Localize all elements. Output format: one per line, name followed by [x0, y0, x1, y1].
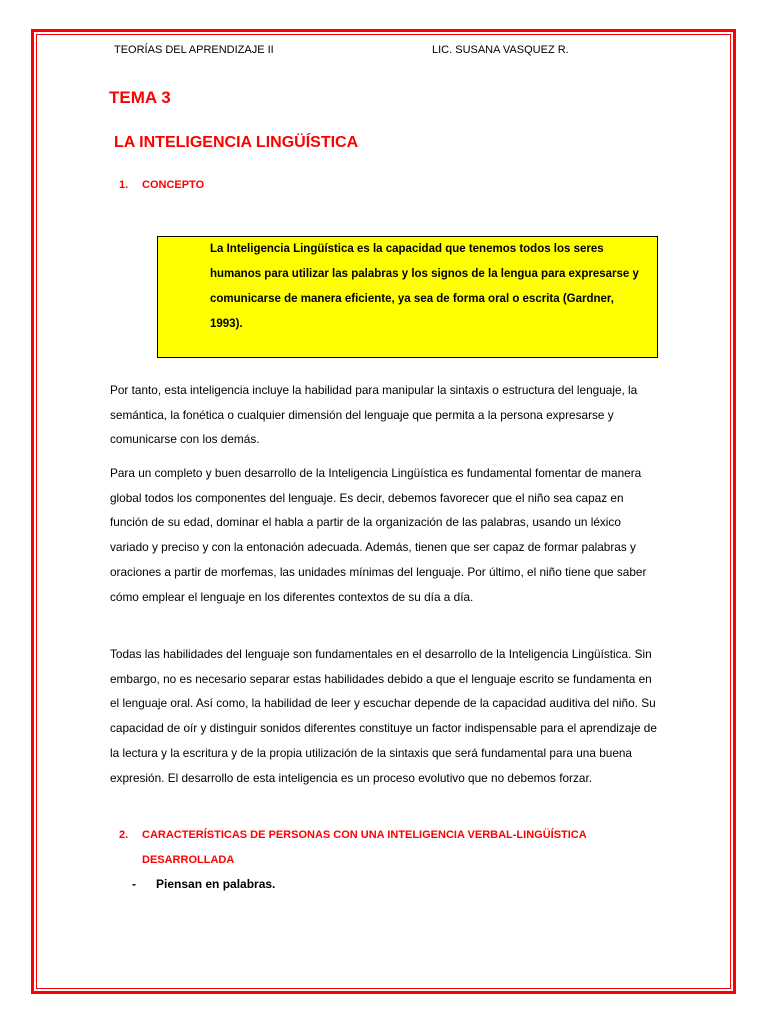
- section-2-number: 2.: [119, 829, 129, 841]
- definition-text: La Inteligencia Lingüística es la capacidad que tenemos todos los seres humanos para utilizar las palabras y los signos de la lengua para expresarse y comunicarse de manera eficiente, ya sea de forma oral o escrita (Gardner, 1993).: [210, 243, 639, 330]
- definition-box: [157, 236, 658, 358]
- paragraph-2: Para un completo y buen desarrollo de la Inteligencia Lingüística es fundamental fomentar de manera global todos los componentes del lenguaje. Es decir, debemos favorecer que el niño sea capaz en función de su edad, dominar el habla a partir de la organización de las palabras, usando un léxico variado y preciso y con la entonación adecuada. Además, tienen que ser capaz de formar palabras y oraciones a partir de morfemas, las unidades mínimas del lenguaje. Por último, el niño tiene que saber cómo emplear el lenguaje en los diferentes contextos de su día a día.: [110, 466, 647, 604]
- bullet-marker: -: [132, 877, 136, 891]
- section-1-number: 1.: [119, 179, 129, 191]
- paragraph-1: Por tanto, esta inteligencia incluye la habilidad para manipular la sintaxis o estructura del lenguaje, la semántica, la fonética o cualquier dimensión del lenguaje que permita a la persona expresarse y comunicarse con los demás.: [110, 383, 638, 447]
- section-1-heading: [119, 173, 659, 198]
- header-teacher: LIC. SUSANA VASQUEZ R.: [432, 44, 569, 56]
- section-2-label: CARACTERÍSTICAS DE PERSONAS CON UNA INTELIGENCIA VERBAL-LINGÜÍSTICA DESARROLLADA: [142, 829, 587, 866]
- paragraph-3: Todas las habilidades del lenguaje son fundamentales en el desarrollo de la Inteligencia Lingüística. Sin embargo, no es necesario separar estas habilidades debido a que el lenguaje escrito se fundamenta en el lenguaje oral. Así como, la habilidad de leer y escuchar depende de la capacidad auditiva del niño. Su capacidad de oír y distinguir sonidos diferentes constituye un factor indispensable para el aprendizaje de la lectura y la escritura y de la propia utilización de la sintaxis que será fundamental para una buena expresión. El desarrollo de esta inteligencia es un proceso evolutivo que no debemos forzar.: [110, 647, 657, 785]
- bullet-item: Piensan en palabras.: [156, 877, 276, 891]
- section-2-heading: [119, 823, 639, 875]
- page-title: LA INTELIGENCIA LINGÜÍSTICA: [114, 134, 359, 151]
- tema-label: TEMA 3: [109, 88, 171, 107]
- header-course: TEORÍAS DEL APRENDIZAJE II: [114, 44, 274, 56]
- section-1-label: CONCEPTO: [142, 179, 205, 191]
